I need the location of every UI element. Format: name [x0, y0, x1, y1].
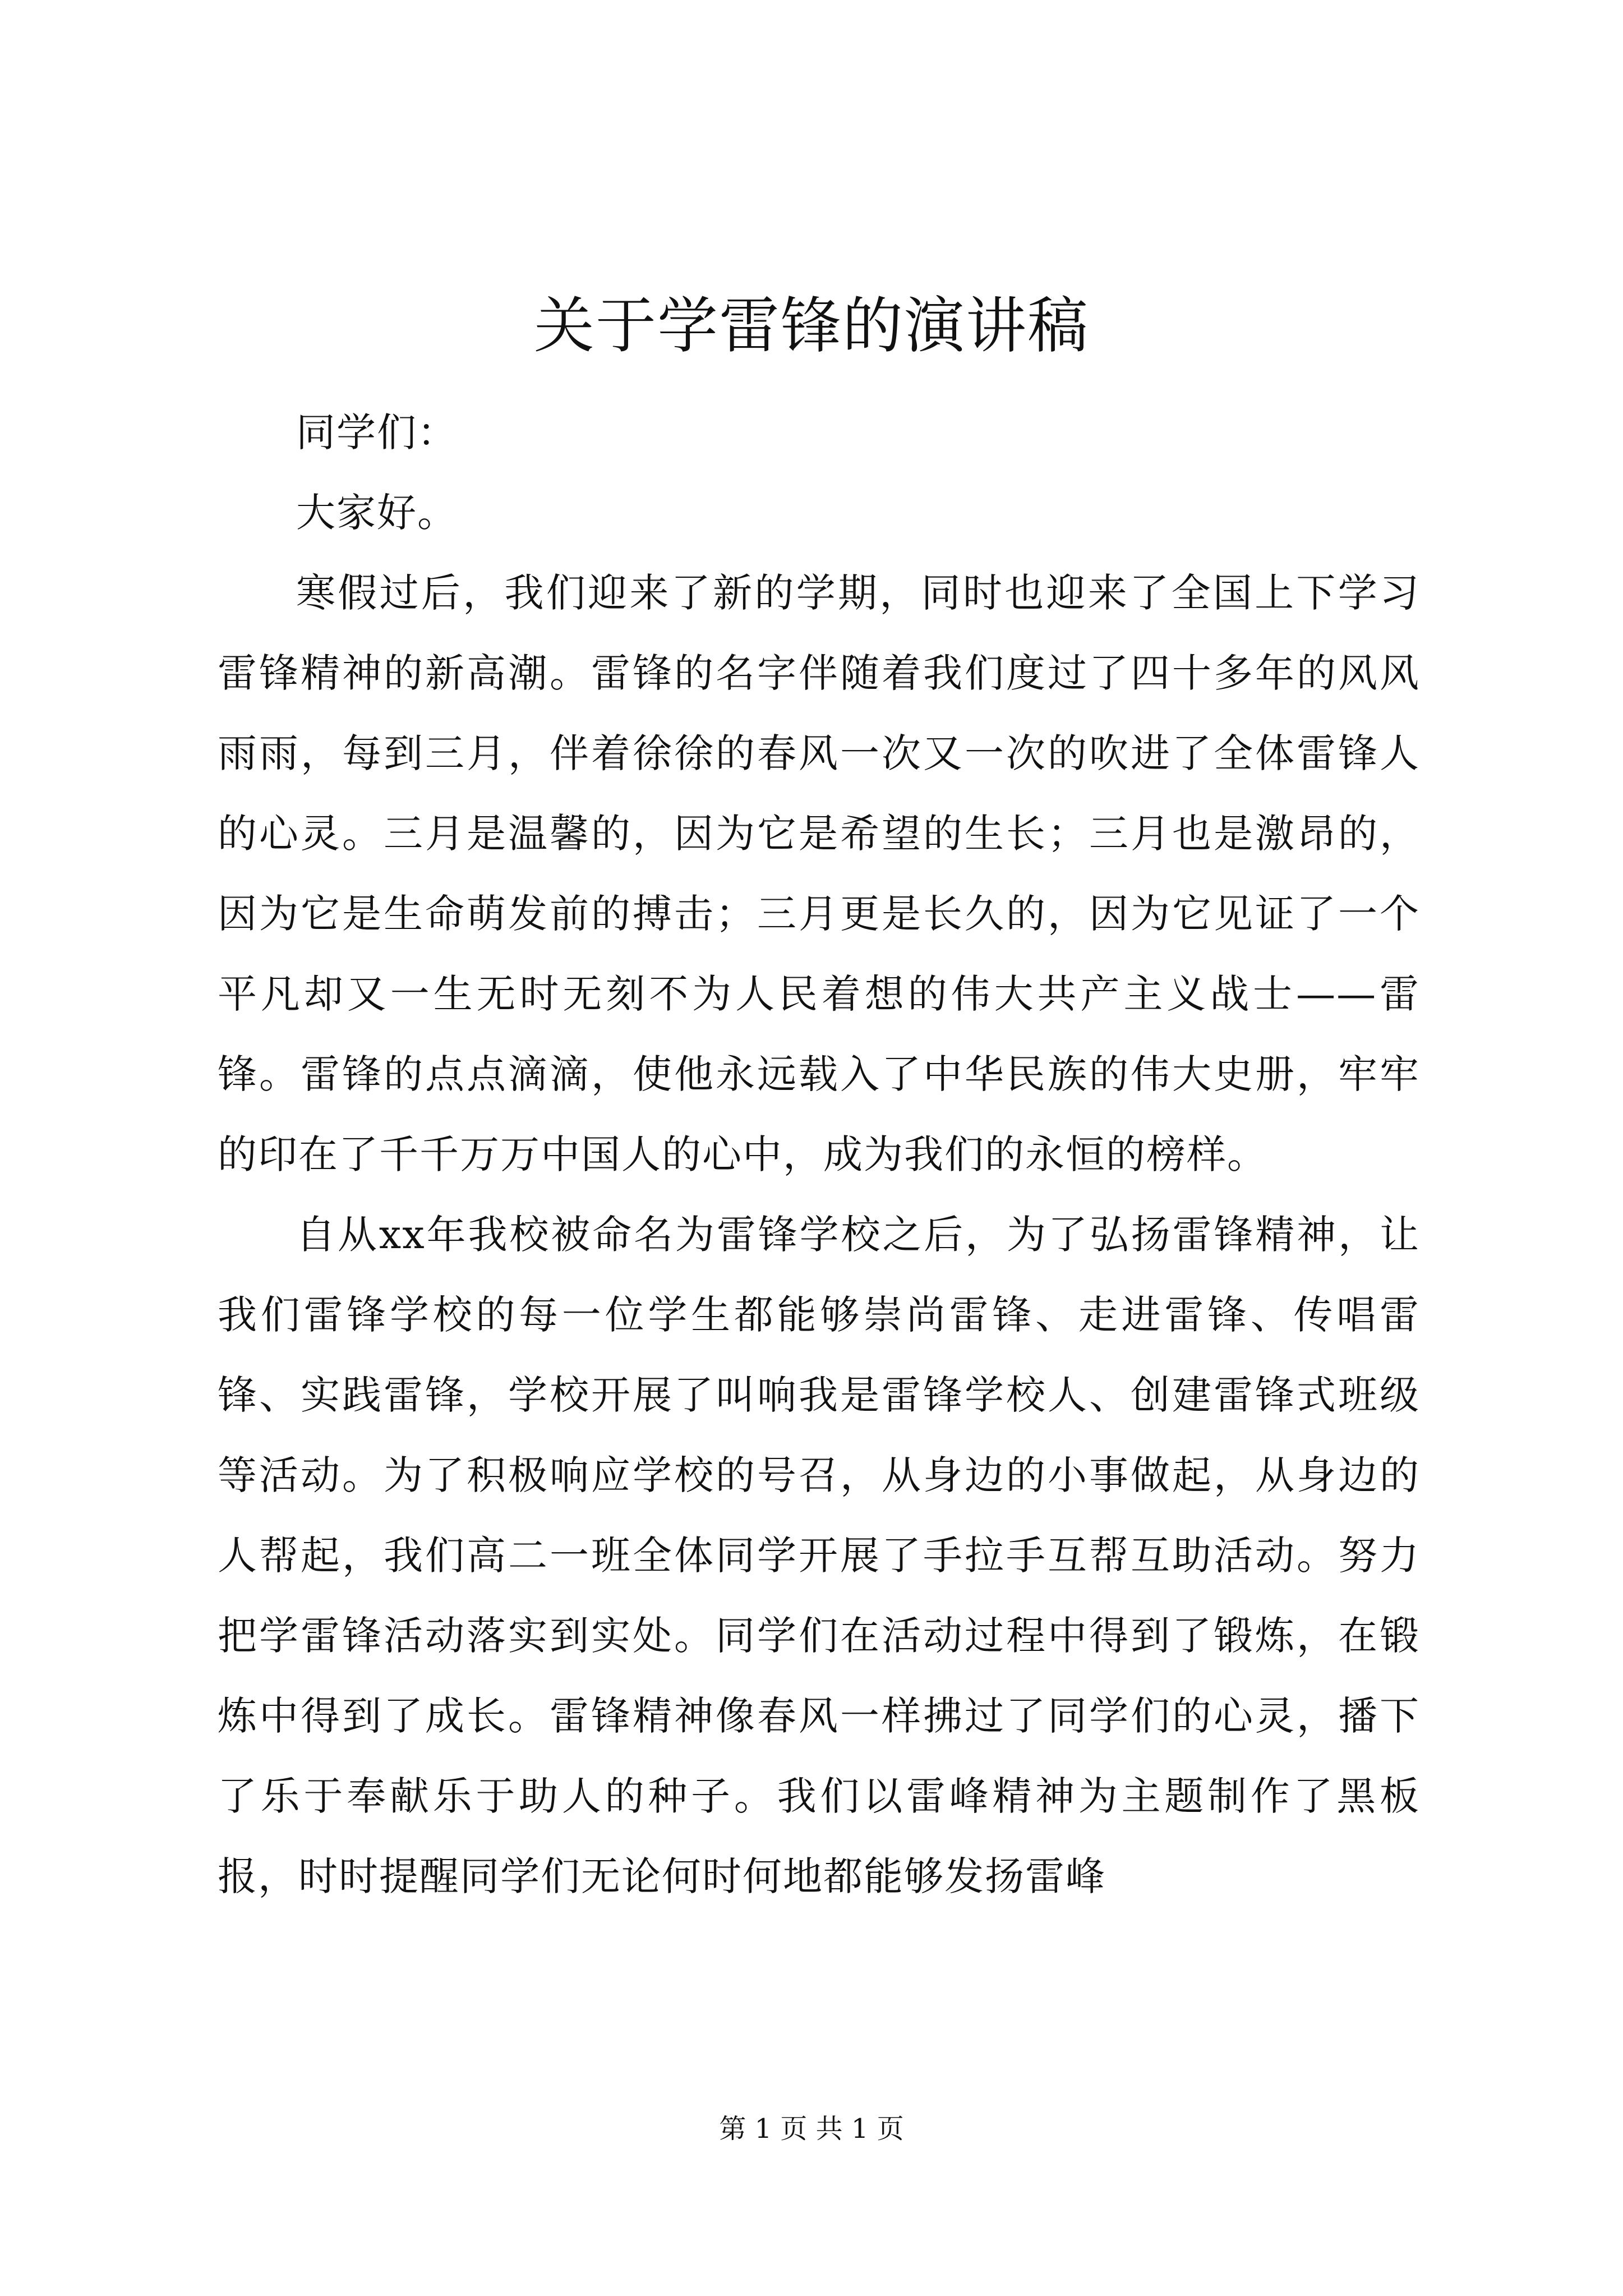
- document-body: [218, 393, 1420, 1917]
- paragraph-1: 寒假过后，我们迎来了新的学期，同时也迎来了全国上下学习雷锋精神的新高潮。雷锋的名字伴随着我们度过了四十多年的风风雨雨，每到三月，伴着徐徐的春风一次又一次的吹进了全体雷锋人的心灵。三月是温馨的，因为它是希望的生长；三月也是激昂的，因为它是生命萌发前的搏击；三月更是长久的，因为它见证了一个平凡却又一生无时无刻不为人民着想的伟大共产主义战士——雷锋。雷锋的点点滴滴，使他永远载入了中华民族的伟大史册，牢牢的印在了千千万万中国人的心中，成为我们的永恒的榜样。: [218, 570, 1420, 1177]
- greeting: 大家好。: [296, 490, 458, 536]
- paragraph-2: 自从xx年我校被命名为雷锋学校之后，为了弘扬雷锋精神，让我们雷锋学校的每一位学生都能够崇尚雷锋、走进雷锋、传唱雷锋、实践雷锋，学校开展了叫响我是雷锋学校人、创建雷锋式班级等活动。为了积极响应学校的号召，从身边的小事做起，从身边的人帮起，我们高二一班全体同学开展了手拉手互帮互助活动。努力把学雷锋活动落实到实处。同学们在活动过程中得到了锻炼，在锻炼中得到了成长。雷锋精神像春风一样拂过了同学们的心灵，播下了乐于奉献乐于助人的种子。我们以雷峰精神为主题制作了黑板报，时时提醒同学们无论何时何地都能够发扬雷峰: [218, 1212, 1420, 1899]
- document-title: 关于学雷锋的演讲稿: [533, 291, 1089, 361]
- salutation: 同学们：: [296, 409, 458, 455]
- page-footer: 第 1 页 共 1 页: [719, 2113, 904, 2145]
